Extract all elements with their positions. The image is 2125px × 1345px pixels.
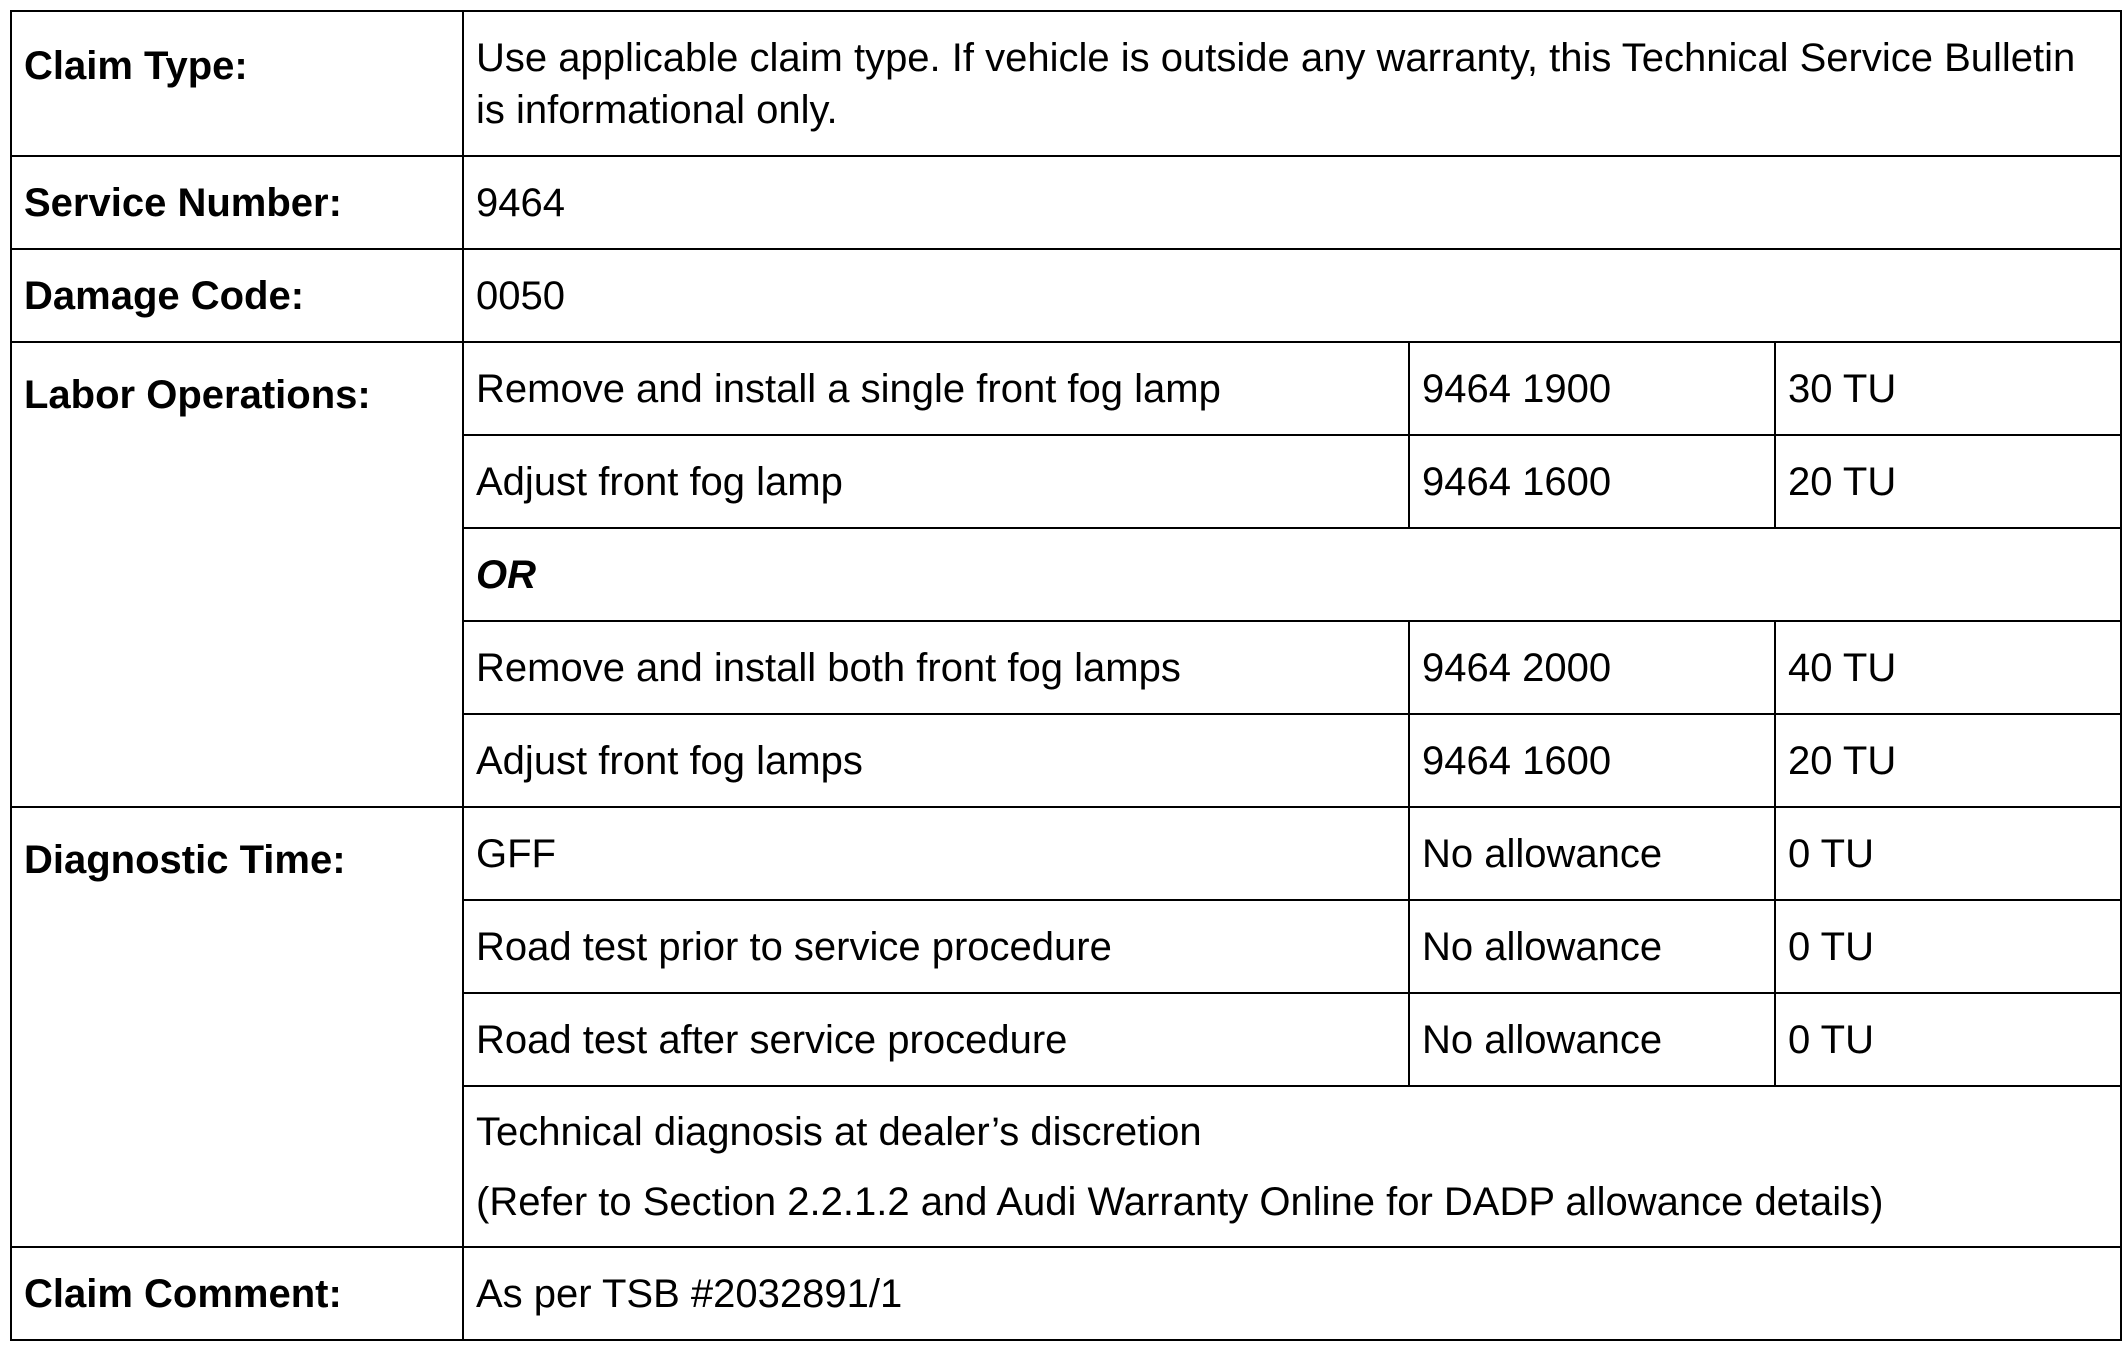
claim-type-row: [11, 11, 2121, 156]
claim-comment-row: [11, 1247, 2121, 1340]
labor-op-row: [11, 342, 2121, 435]
labor-op-time: 20 TU: [1775, 435, 2121, 528]
labor-op-code: 9464 1600: [1409, 714, 1775, 807]
service-number-label: Service Number:: [11, 156, 463, 249]
diagnostic-description: Road test prior to service procedure: [463, 900, 1409, 993]
diagnostic-allowance: No allowance: [1409, 807, 1775, 900]
labor-op-code: 9464 1600: [1409, 435, 1775, 528]
diagnostic-time-label: Diagnostic Time:: [11, 807, 463, 1247]
claim-type-value: Use applicable claim type. If vehicle is outside any warranty, this Technical Service Bulletin is informational only.: [463, 11, 2121, 156]
diagnostic-allowance: No allowance: [1409, 900, 1775, 993]
claim-comment-value: As per TSB #2032891/1: [463, 1247, 2121, 1340]
damage-code-value: 0050: [463, 249, 2121, 342]
diagnostic-note-line2: (Refer to Section 2.2.1.2 and Audi Warranty Online for DADP allowance details): [476, 1179, 1884, 1224]
damage-code-label: Damage Code:: [11, 249, 463, 342]
labor-op-description: Adjust front fog lamps: [463, 714, 1409, 807]
diagnostic-note-line1: Technical diagnosis at dealer’s discretion: [476, 1109, 1202, 1154]
labor-op-time: 30 TU: [1775, 342, 2121, 435]
diagnostic-description: GFF: [463, 807, 1409, 900]
diagnostic-time-value: 0 TU: [1775, 993, 2121, 1086]
service-number-value: 9464: [463, 156, 2121, 249]
diagnostic-time-value: 0 TU: [1775, 807, 2121, 900]
claim-info-table: [10, 10, 2122, 1341]
claim-comment-label: Claim Comment:: [11, 1247, 463, 1340]
labor-op-code: 9464 2000: [1409, 621, 1775, 714]
labor-op-description: Remove and install both front fog lamps: [463, 621, 1409, 714]
diagnostic-time-value: 0 TU: [1775, 900, 2121, 993]
claim-type-label: Claim Type:: [11, 11, 463, 156]
labor-op-time: 40 TU: [1775, 621, 2121, 714]
diagnostic-note: [463, 1086, 2121, 1247]
labor-op-time: 20 TU: [1775, 714, 2121, 807]
damage-code-row: [11, 249, 2121, 342]
labor-operations-label: Labor Operations:: [11, 342, 463, 807]
labor-op-or-separator: OR: [463, 528, 2121, 621]
labor-op-code: 9464 1900: [1409, 342, 1775, 435]
diagnostic-allowance: No allowance: [1409, 993, 1775, 1086]
labor-op-description: Remove and install a single front fog lamp: [463, 342, 1409, 435]
diagnostic-description: Road test after service procedure: [463, 993, 1409, 1086]
diagnostic-row: [11, 807, 2121, 900]
labor-op-description: Adjust front fog lamp: [463, 435, 1409, 528]
service-number-row: [11, 156, 2121, 249]
